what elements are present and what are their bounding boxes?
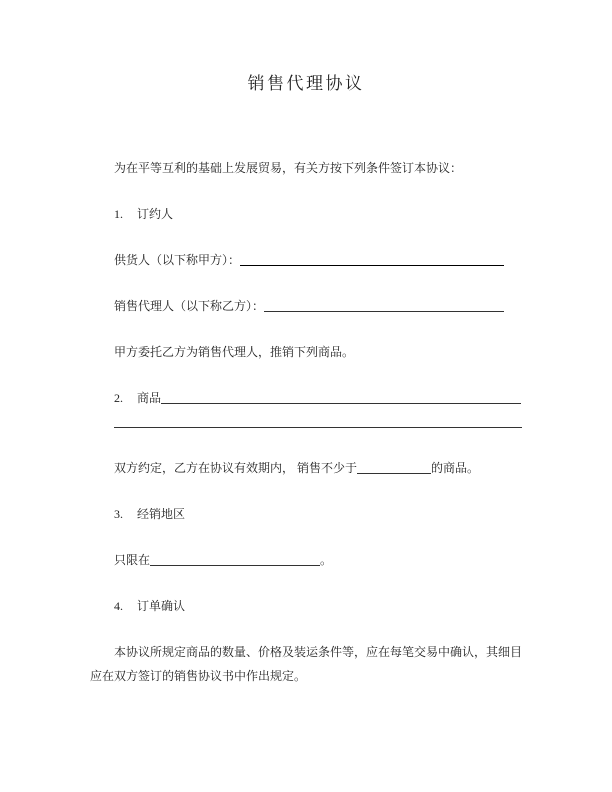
- quota-text-after: 的商品。: [431, 461, 480, 475]
- agent-line: [90, 294, 522, 318]
- territory-text-before: 只限在: [114, 553, 151, 567]
- clause-2-number: 2.: [114, 391, 123, 405]
- clause-4-number: 4.: [114, 599, 123, 613]
- clause-3-heading: [90, 502, 522, 526]
- clause-4-heading: [90, 594, 522, 618]
- territory-text-after: 。: [320, 553, 333, 567]
- clause-1-heading: [90, 202, 522, 226]
- commodity-continuation-blank[interactable]: [114, 415, 522, 428]
- clause-1-number: 1.: [114, 207, 123, 221]
- clause-4-label: 订单确认: [137, 599, 186, 613]
- quota-amount-blank[interactable]: [357, 461, 431, 474]
- order-confirmation-paragraph: 本协议所规定商品的数量、价格及装运条件等，应在每笔交易中确认，其细目应在双方签订的销售协议书中作出规定。: [90, 645, 523, 683]
- territory-line: [90, 548, 522, 572]
- supplier-name-blank[interactable]: [240, 253, 504, 266]
- agent-label: 销售代理人（以下称乙方）：: [114, 299, 265, 313]
- supplier-label: 供货人（以下称甲方）：: [114, 253, 241, 267]
- sales-quota-line: [90, 456, 522, 480]
- commodity-continuation-line: [90, 410, 522, 434]
- clause-1-label: 订约人: [137, 207, 174, 221]
- quota-text-before: 双方约定，乙方在协议有效期内， 销售不少于: [114, 461, 358, 475]
- clause-2-label: 商品: [137, 391, 162, 405]
- supplier-line: [90, 248, 522, 272]
- appointment-paragraph: 甲方委托乙方为销售代理人，推销下列商品。: [114, 345, 355, 359]
- clause-2-heading: [90, 386, 522, 410]
- agent-name-blank[interactable]: [264, 299, 504, 312]
- clause-3-label: 经销地区: [137, 507, 186, 521]
- commodity-blank[interactable]: [161, 391, 521, 404]
- clause-3-number: 3.: [114, 507, 123, 521]
- document-title: 销售代理协议: [247, 74, 365, 93]
- intro-paragraph: 为在平等互利的基础上发展贸易，有关方按下列条件签订本协议：: [114, 161, 463, 175]
- territory-blank[interactable]: [150, 553, 320, 566]
